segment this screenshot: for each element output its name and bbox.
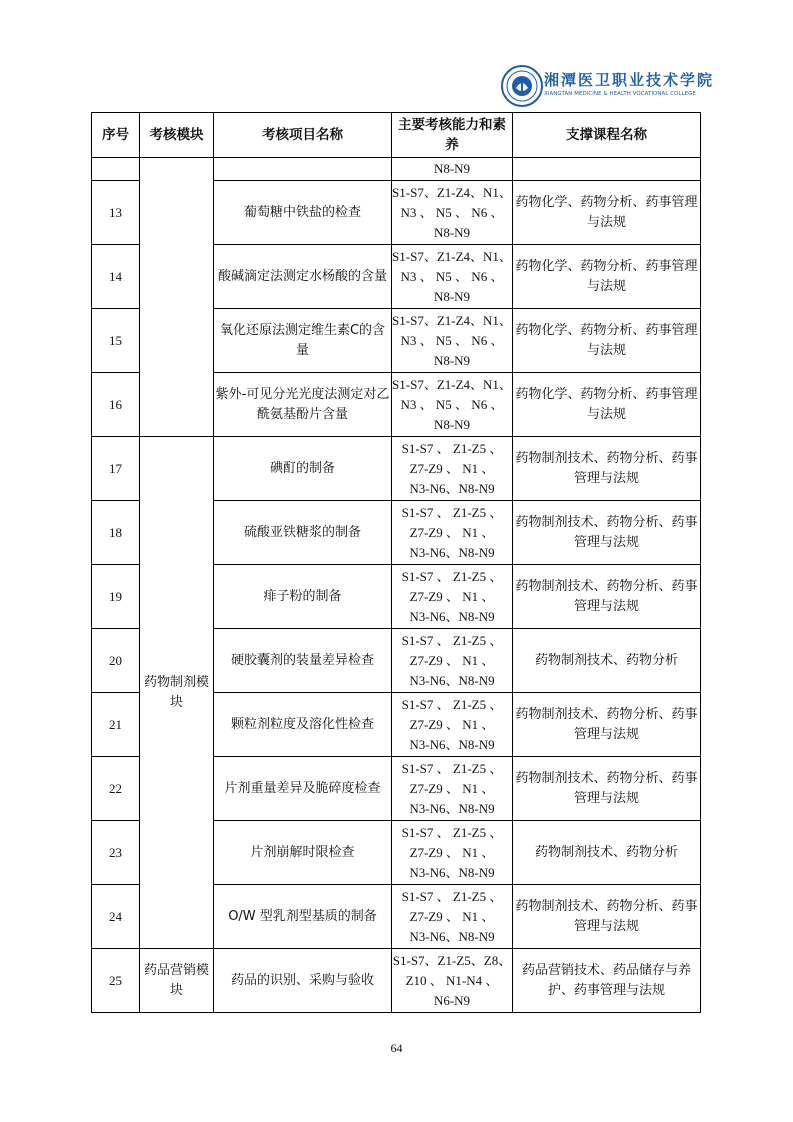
table-row [92, 949, 701, 1013]
cell-course [513, 158, 701, 181]
cell-ability: S1-S7、Z1-Z4、N1、 N3 、 N5 、 N6 、 N8-N9 [392, 245, 513, 309]
cell-course: 药物制剂技术、药物分析、药事管理与法规 [513, 565, 701, 629]
cell-number: 22 [92, 757, 140, 821]
cell-ability: S1-S7 、 Z1-Z5 、 Z7-Z9 、 N1 、 N3-N6、N8-N9 [392, 565, 513, 629]
college-logo [500, 64, 715, 110]
cell-number: 20 [92, 629, 140, 693]
cell-item [214, 158, 392, 181]
cell-course: 药物制剂技术、药物分析、药事管理与法规 [513, 437, 701, 501]
cell-item: 紫外-可见分光光度法测定对乙酰氨基酚片含量 [214, 373, 392, 437]
cell-course: 药物化学、药物分析、药事管理与法规 [513, 245, 701, 309]
cell-number: 21 [92, 693, 140, 757]
cell-ability: S1-S7、Z1-Z5、Z8、 Z10 、 N1-N4 、 N6-N9 [392, 949, 513, 1013]
cell-number: 16 [92, 373, 140, 437]
col-header-module: 考核模块 [140, 113, 214, 158]
cell-item: 葡萄糖中铁盐的检查 [214, 181, 392, 245]
college-name-cn: 湘潭医卫职业技术学院 [544, 71, 715, 89]
cell-number: 25 [92, 949, 140, 1013]
cell-ability: S1-S7 、 Z1-Z5 、 Z7-Z9 、 N1 、 N3-N6、N8-N9 [392, 629, 513, 693]
cell-item: 片剂崩解时限检查 [214, 821, 392, 885]
col-header-number: 序号 [92, 113, 140, 158]
cell-ability: S1-S7 、 Z1-Z5 、 Z7-Z9 、 N1 、 N3-N6、N8-N9 [392, 693, 513, 757]
cell-course: 药物化学、药物分析、药事管理与法规 [513, 309, 701, 373]
cell-number: 24 [92, 885, 140, 949]
cell-number: 18 [92, 501, 140, 565]
cell-course: 药物制剂技术、药物分析、药事管理与法规 [513, 885, 701, 949]
cell-number: 13 [92, 181, 140, 245]
cell-ability: S1-S7 、 Z1-Z5 、 Z7-Z9 、 N1 、 N3-N6、N8-N9 [392, 757, 513, 821]
cell-item: 氧化还原法测定维生素C的含量 [214, 309, 392, 373]
cell-course: 药物制剂技术、药物分析、药事管理与法规 [513, 693, 701, 757]
cell-ability: S1-S7、Z1-Z4、N1、 N3 、 N5 、 N6 、 N8-N9 [392, 181, 513, 245]
col-header-ability: 主要考核能力和素养 [392, 113, 513, 158]
cell-number: 14 [92, 245, 140, 309]
page-number: 64 [390, 1041, 403, 1055]
cell-ability: S1-S7 、 Z1-Z5 、 Z7-Z9 、 N1 、 N3-N6、N8-N9 [392, 885, 513, 949]
cell-course: 药物化学、药物分析、药事管理与法规 [513, 373, 701, 437]
cell-course: 药品营销技术、药品储存与养护、药事管理与法规 [513, 949, 701, 1013]
cell-ability: S1-S7 、 Z1-Z5 、 Z7-Z9 、 N1 、 N3-N6、N8-N9 [392, 437, 513, 501]
cell-module-continued [140, 158, 214, 437]
cell-ability: S1-S7、Z1-Z4、N1、 N3 、 N5 、 N6 、 N8-N9 [392, 373, 513, 437]
cell-item: 痱子粉的制备 [214, 565, 392, 629]
table-row [92, 437, 701, 501]
cell-item: 颗粒剂粒度及溶化性检查 [214, 693, 392, 757]
cell-course: 药物化学、药物分析、药事管理与法规 [513, 181, 701, 245]
cell-item: 酸碱滴定法测定水杨酸的含量 [214, 245, 392, 309]
cell-item: O/W 型乳剂型基质的制备 [214, 885, 392, 949]
col-header-item: 考核项目名称 [214, 113, 392, 158]
cell-ability: S1-S7、Z1-Z4、N1、 N3 、 N5 、 N6 、 N8-N9 [392, 309, 513, 373]
assessment-table [91, 112, 701, 1013]
col-header-course: 支撑课程名称 [513, 113, 701, 158]
cell-ability: S1-S7 、 Z1-Z5 、 Z7-Z9 、 N1 、 N3-N6、N8-N9 [392, 501, 513, 565]
cell-course: 药物制剂技术、药物分析、药事管理与法规 [513, 501, 701, 565]
cell-course: 药物制剂技术、药物分析、药事管理与法规 [513, 757, 701, 821]
college-emblem-icon [500, 64, 544, 108]
cell-number: 19 [92, 565, 140, 629]
cell-number: 17 [92, 437, 140, 501]
cell-ability: S1-S7 、 Z1-Z5 、 Z7-Z9 、 N1 、 N3-N6、N8-N9 [392, 821, 513, 885]
college-name-en: XIANGTAN MEDICINE & HEALTH VOCATIONAL COLLEGE [544, 91, 696, 97]
cell-number: 23 [92, 821, 140, 885]
table-row-continued [92, 158, 701, 181]
cell-item: 硬胶囊剂的装量差异检查 [214, 629, 392, 693]
cell-number [92, 158, 140, 181]
cell-ability: N8-N9 [392, 158, 513, 181]
cell-module-marketing: 药品营销模块 [140, 949, 214, 1013]
cell-item: 碘酊的制备 [214, 437, 392, 501]
cell-item: 硫酸亚铁糖浆的制备 [214, 501, 392, 565]
cell-number: 15 [92, 309, 140, 373]
cell-course: 药物制剂技术、药物分析 [513, 629, 701, 693]
cell-course: 药物制剂技术、药物分析 [513, 821, 701, 885]
cell-module-formulation: 药物制剂模块 [140, 437, 214, 949]
cell-item: 药品的识别、采购与验收 [214, 949, 392, 1013]
cell-item: 片剂重量差异及脆碎度检查 [214, 757, 392, 821]
